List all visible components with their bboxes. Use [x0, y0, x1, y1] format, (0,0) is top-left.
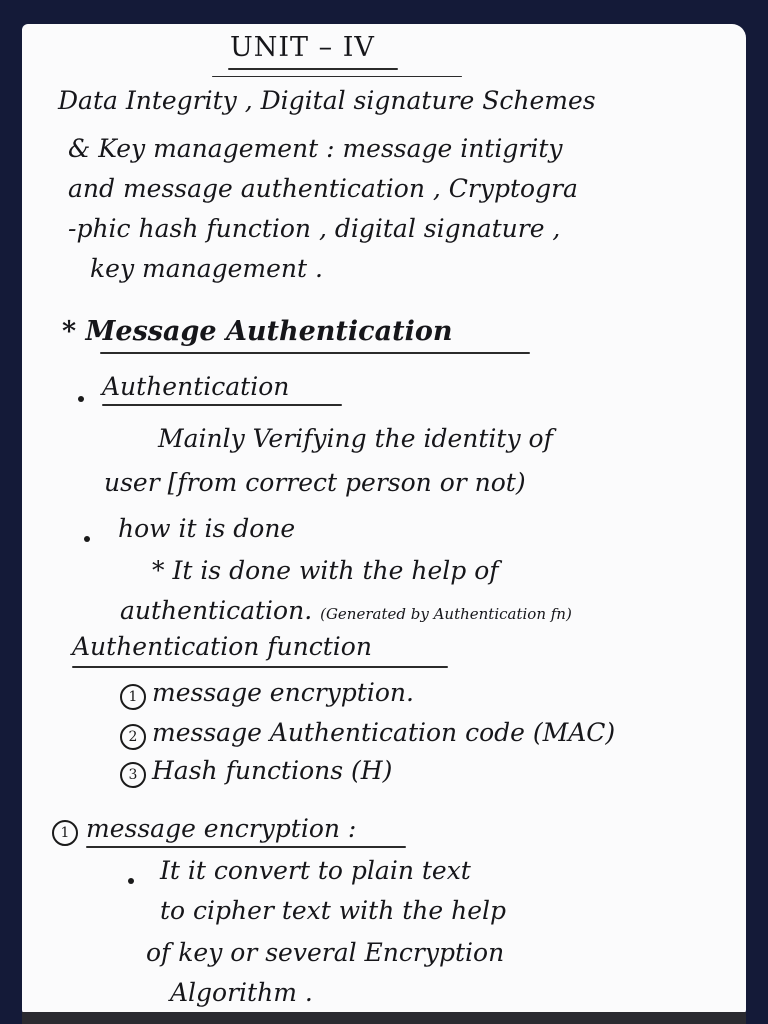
how-line-1: * It is done with the help of [152, 556, 499, 585]
encryption-line-4: Algorithm . [170, 978, 313, 1007]
bullet-dot [78, 396, 84, 402]
intro-line-5: key management . [90, 254, 323, 283]
section-heading-underline [100, 352, 530, 354]
number-circle-encryption: 1 [52, 820, 78, 846]
bullet-dot [128, 878, 134, 884]
function-item-1: message encryption. [152, 678, 414, 707]
number-circle-3: 3 [120, 762, 146, 788]
encryption-line-3: of key or several Encryption [146, 938, 505, 967]
encryption-line-1: It it convert to plain text [160, 856, 471, 885]
title-underline [228, 68, 398, 70]
notebook-page [22, 24, 746, 1014]
intro-line-3: and message authentication , Cryptogra [68, 174, 578, 203]
encryption-underline [86, 846, 406, 848]
authentication-line-2: user [from correct person or not) [104, 468, 526, 497]
section-heading: * Message Authentication [62, 316, 453, 347]
how-label: how it is done [118, 514, 296, 543]
bullet-dot [84, 536, 90, 542]
function-item-2: message Authentication code (MAC) [152, 718, 616, 747]
number-circle-1: 1 [120, 684, 146, 710]
authentication-label: Authentication [102, 372, 290, 401]
encryption-line-2: to cipher text with the help [160, 896, 507, 925]
intro-line-1: Data Integrity , Digital signature Schemes [58, 86, 596, 115]
number-circle-2: 2 [120, 724, 146, 750]
intro-line-4: -phic hash function , digital signature , [68, 214, 561, 243]
page-title: UNIT – IV [230, 32, 375, 63]
how-line-2 [120, 596, 572, 625]
how-line-2-note: (Generated by Authentication fn) [320, 605, 572, 623]
how-line-2-main: authentication. [120, 596, 313, 625]
intro-line-2: & Key management : message intigrity [68, 134, 563, 163]
title-separator [212, 76, 462, 77]
notebook-bottom-edge [22, 1012, 746, 1024]
encryption-heading: message encryption : [86, 814, 357, 843]
authentication-underline [102, 404, 342, 406]
authentication-line-1: Mainly Verifying the identity of [158, 424, 553, 453]
functions-heading-underline [72, 666, 448, 668]
function-item-3: Hash functions (H) [152, 756, 393, 785]
functions-heading: Authentication function [72, 632, 372, 661]
